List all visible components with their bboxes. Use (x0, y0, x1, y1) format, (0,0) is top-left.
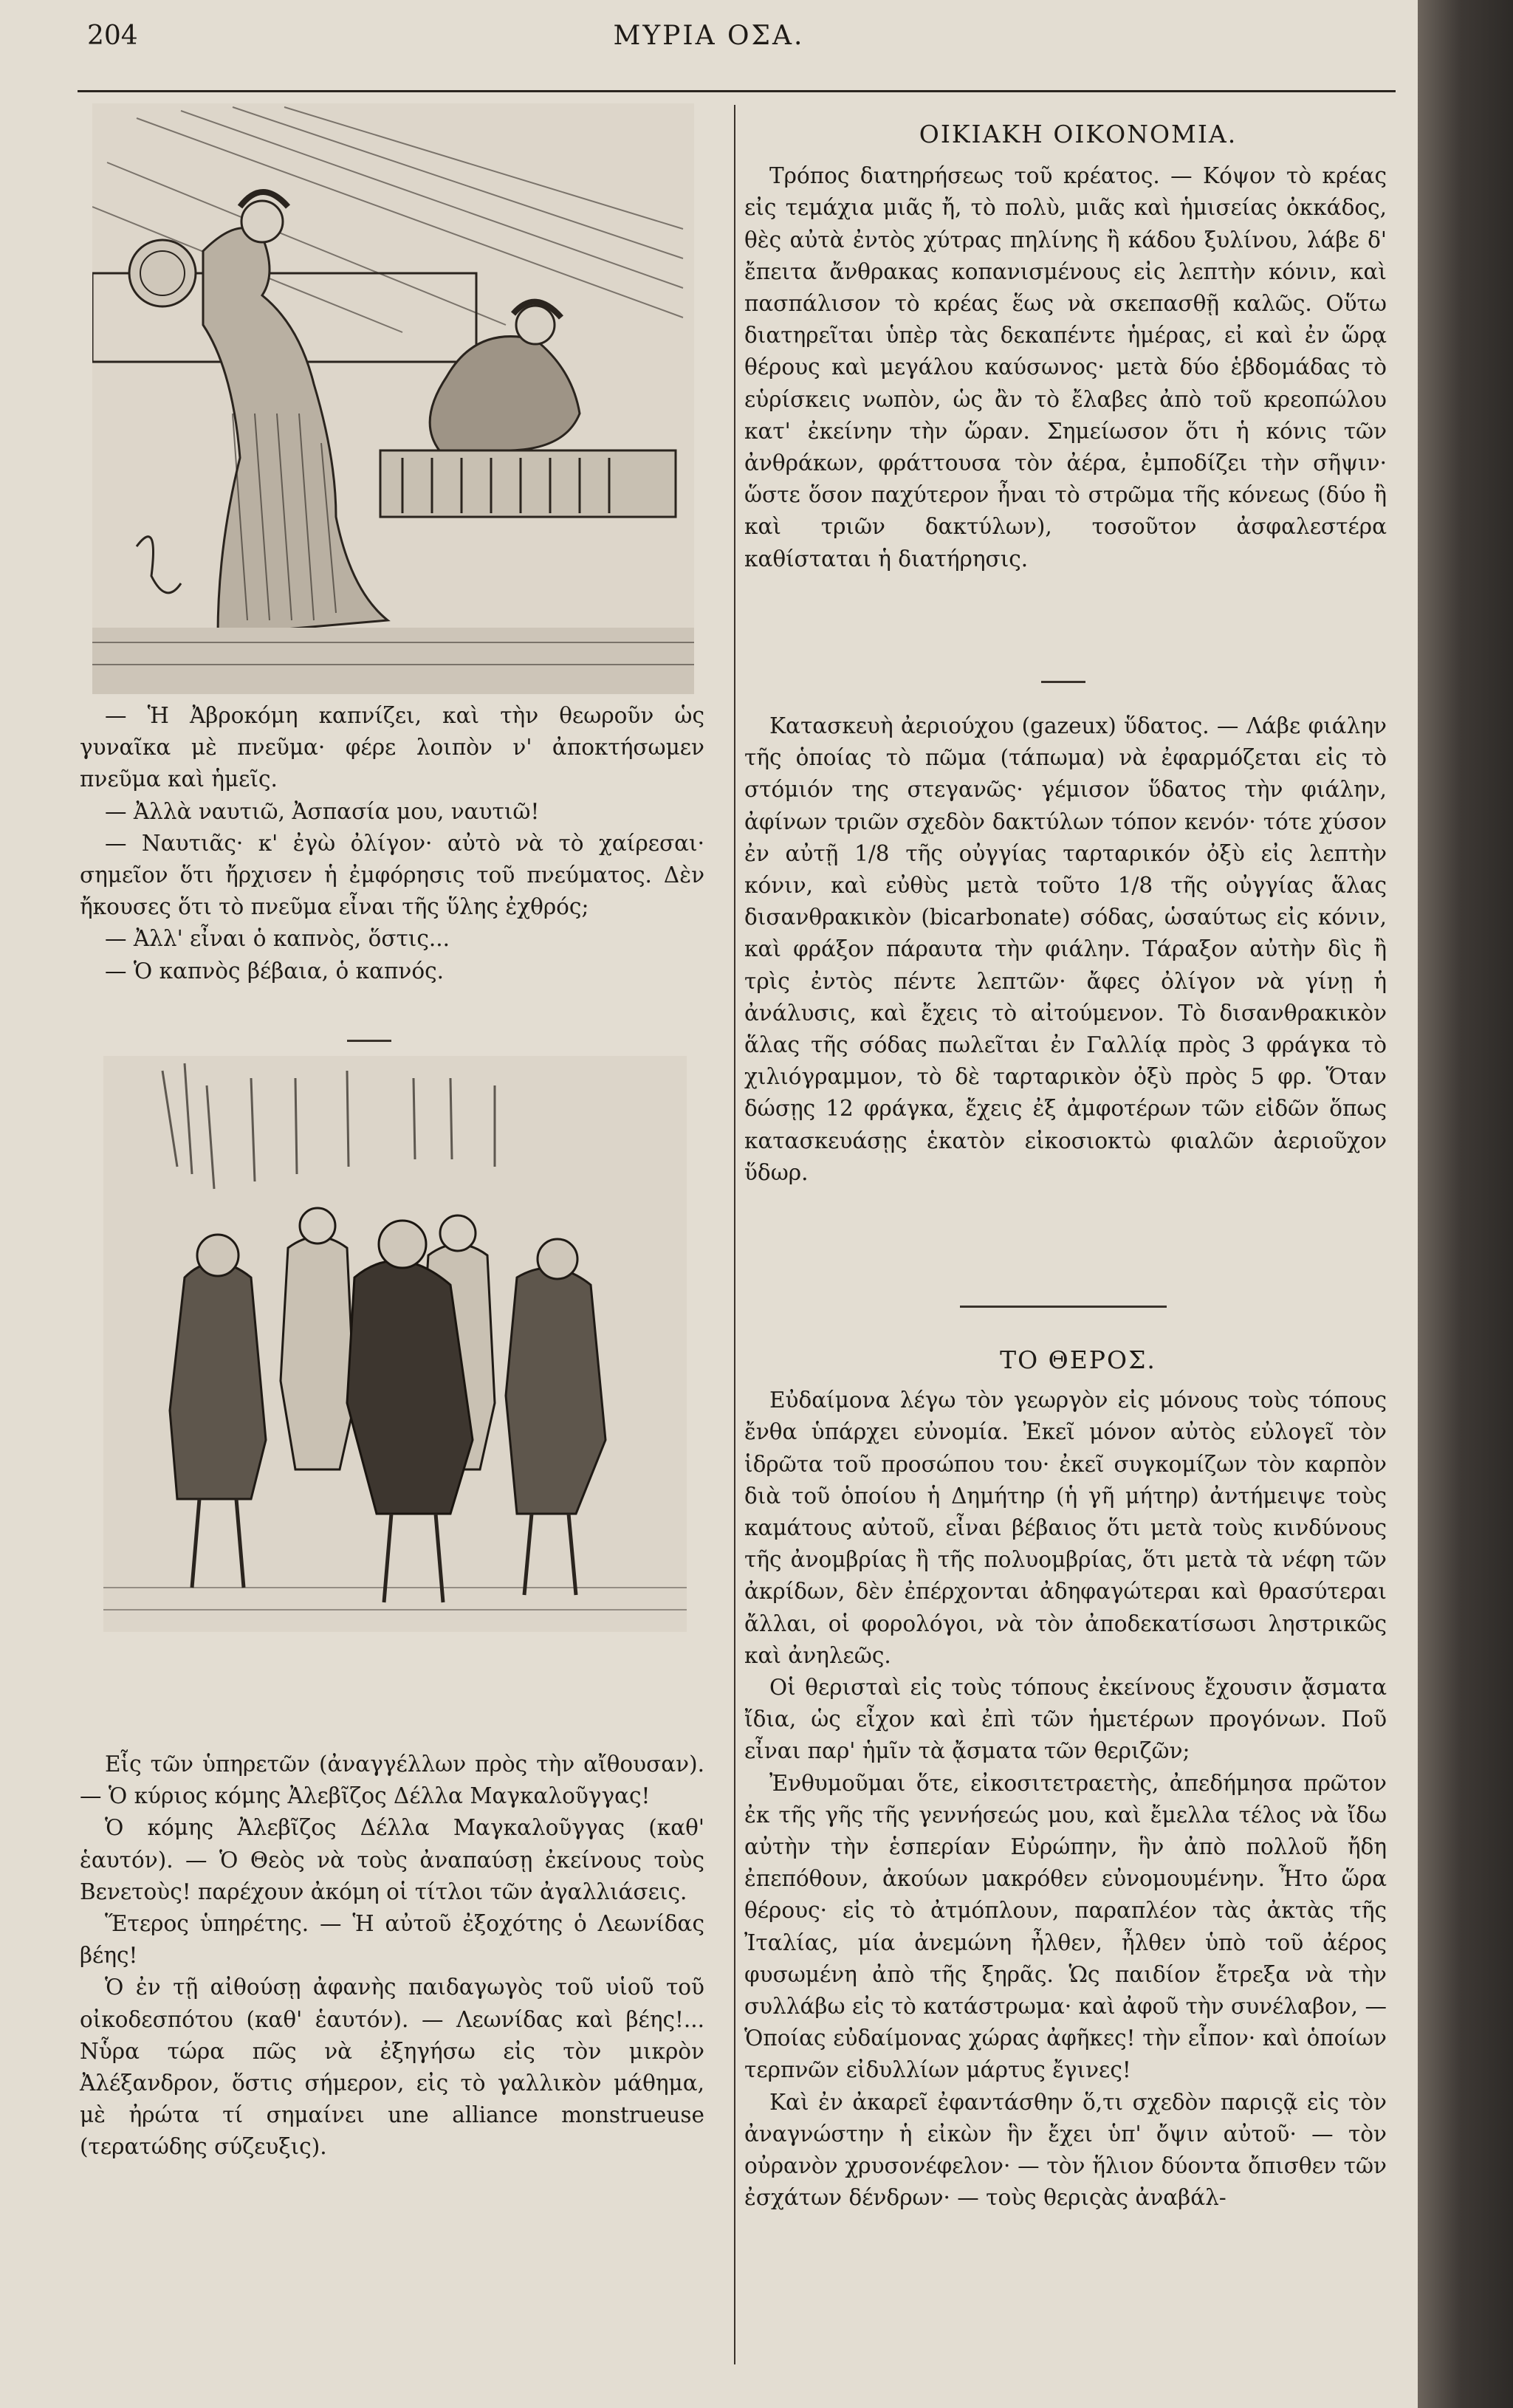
meat-preservation-paragraph: Τρόπος διατηρήσεως τοῦ κρέατος. — Κόψον τὸ κρέας εἰς τεμάχια μιᾶς ἤ, τὸ πολὺ, μιᾶς καὶ ἡμισείας ὀκκάδος, θὲς αὐτὰ ἐντὸς χύτρας πηλίνης ἢ κάδου ξυλίνου, λάβε δ' ἔπειτα ἄνθρακας κοπανισμένους εἰς λεπτὴν κόνιν, καὶ πασπάλισον τὸ κρέας ἕως νὰ σκεπασθῇ καλῶς. Οὕτω διατηρεῖται ὑπὲρ τὰς δεκαπέντε ἡμέρας, εἰ καὶ ἐν ὥρᾳ θέρους καὶ μεγάλου καύσωνος· μετὰ δύο ἑβδομάδας τὸ εὑρίσκεις νωπὸν, ὡς ἂν τὸ ἔλαβες ἀπὸ τοῦ κρεοπώλου κατ' ἐκείνην τὴν ὥραν. Σημείωσον ὅτι ἡ κόνις τῶν ἀνθράκων, φράττουσα τὸν ἀέρα, ἐμποδίζει τὴν σῆψιν· ὥστε ὅσον παχύτερον ἦναι τὸ στρῶμα τῆς κόνεως (δύο ἢ καὶ τριῶν δακτύλων), τοσοῦτον ἀσφαλεστέρα καθίσταται ἡ διατήρησις. (744, 163, 1387, 572)
summer-paragraph: Ἐνθυμοῦμαι ὅτε, εἰκοσιτετραετὴς, ἀπεδήμησα πρῶτον ἐκ τῆς γῆς τῆς γεννήσεώς μου, καὶ ἔμελλα τέλος νὰ ἴδω αὐτὴν τὴν ἑσπερίαν Εὐρώπην, ἣν ἀπὸ πολλοῦ ἤδη ἐπεπόθουν, ἀκούων μακρόθεν εὐνομουμένην. Ἦτο ὥρα θέρους· εἰς τὸ ἀτμόπλουν, παραπλέον τὰς ἀκτὰς τῆς Ἰταλίας, μία ἀνεμώνη ἦλθεν, ἦλθεν ὑπὸ τοῦ ἀέρος φυσωμένη ἀπὸ τῆς ξηρᾶς. Ὡς παιδίον ἔτρεξα νὰ τὴν συλλάβω εἰς τὸ κατάστρωμα· καὶ ἀφοῦ τὴν συνέλαβον, — Ὁποίας εὐδαίμονας χώρας ἀφῆκες! τὴν εἶπον· καὶ ὁποίων τερπνῶν εἰδυλλίων μάρτυς ἔγινες! (744, 1770, 1387, 2083)
dialogue-line: — Ἡ Ἀβροκόμη καπνίζει, καὶ τὴν θεωροῦν ὡς γυναῖκα μὲ πνεῦμα· φέρε λοιπὸν ν' ἀποκτήσωμεν πνεῦμα καὶ ἡμεῖς. (80, 703, 704, 792)
summer-paragraph: Εὐδαίμονα λέγω τὸν γεωργὸν εἰς μόνους τοὺς τόπους ἔνθα ὑπάρχει εὐνομία. Ἐκεῖ μόνον αὐτὸς εὐλογεῖ τὸν ἱδρῶτα τοῦ προσώπου του· ἐκεῖ συγκομίζων τὸν καρπὸν διὰ τοῦ ὁποίου ἡ Δημήτηρ (ἡ γῆ μήτηρ) ἀντήμειψε τοὺς καμάτους αὐτοῦ, εἶναι βέβαιος ὅτι μετὰ τοὺς κινδύνους τῆς ἀνομβρίας ἢ τῆς πολυομβρίας, ὅτι μετὰ τὰ νέφη τῶν ἀκρίδων, δὲν ἐπέρχονται ἀδηφαγώτεραι καὶ θρασύτεραι ἄλλαι, οἱ φορολόγοι, νὰ τὸν ἀποδεκατίσωσι ληστρικῶς καὶ ἀνηλεῶς. (744, 1387, 1387, 1668)
journal-title: ΜΥΡΙΑ ΟΣΑ. (613, 21, 805, 51)
separator-dash (347, 1040, 391, 1042)
summer-paragraph: Οἱ θερισταὶ εἰς τοὺς τόπους ἐκείνους ἔχουσιν ᾄσματα ἴδια, ὡς εἶχον καὶ ἐπὶ τῶν ἡμετέρων προγόνων. Ποῦ εἶναι παρ' ἡμῖν τὰ ᾄσματα τῶν θεριζῶν; (744, 1675, 1387, 1764)
cartoon-ladies-smoking-illustration (92, 103, 694, 694)
separator-rule (960, 1306, 1167, 1308)
dialogue-line: Ἕτερος ὑπηρέτης. — Ἡ αὐτοῦ ἐξοχότης ὁ Λεωνίδας βέης! (80, 1911, 704, 1969)
dialogue-line: — Ἀλλ' εἶναι ὁ καπνὸς, ὅστις... (105, 926, 450, 952)
section-title-summer: ΤΟ ΘΕΡΟΣ. (1000, 1345, 1156, 1374)
dialogue-line: Ὁ ἐν τῇ αἰθούσῃ ἀφανὴς παιδαγωγὸς τοῦ υἱοῦ τοῦ οἰκοδεσπότου (καθ' ἑαυτόν). — Λεωνίδας καὶ βέης!... Νὗρα τώρα πῶς νὰ ἐξηγήσω εἰς τὸν μικρὸν Ἀλέξανδρον, ὅστις σήμερον, εἰς τὸ γαλλικὸν μάθημα, μὲ ἠρώτα τί σημαίνει une alliance monstrueuse (τερατώδης σύζευξις). (80, 1975, 704, 2160)
right-column-summer (744, 1344, 1387, 2214)
dialogue-line: — Ἀλλὰ ναυτιῶ, Ἀσπασία μου, ναυτιῶ! (105, 798, 540, 824)
right-column-gas-water (744, 710, 1387, 1189)
dialogue-line: Εἷς τῶν ὑπηρετῶν (ἀναγγέλλων πρὸς τὴν αἴθουσαν). — Ὁ κύριος κόμης Ἀλεβῖζος Δέλλα Μαγκαλοῦγγας! (80, 1752, 704, 1809)
separator-dash (1041, 681, 1085, 683)
gas-water-paragraph: Κατασκευὴ ἀεριούχου (gazeux) ὕδατος. — Λάβε φιάλην τῆς ὁποίας τὸ πῶμα (τάπωμα) νὰ ἐφαρμόζεται εἰς τὸ στόμιόν της στεγανῶς· γέμισον ὕδατος τὴν φιάλην, ἀφίνων τριῶν σχεδὸν δακτύλων τόπον κενόν· τότε χύσον ἐν αὐτῇ 1/8 τῆς οὐγγίας ταρταρικόν ὀξὺ εἰς λεπτὴν κόνιν, καὶ εὐθὺς μετὰ τοῦτο 1/8 τῆς οὐγγίας ἅλας δισανθρακικὸν (bicarbonate) σόδας, ὡσαύτως εἰς κόνιν, καὶ φράξον πάραυτα τὴν φιάλην. Τάραξον αὐτὴν δὶς ἢ τρὶς ἐντὸς πέντε λεπτῶν· ἄφες ὀλίγον νὰ γίνῃ ἡ ἀνάλυσις, καὶ ἔχεις τὸ αἰτούμενον. Τὸ δισανθρακικὸν ἅλας τῆς σόδας πωλεῖται ἐν Γαλλίᾳ πρὸς 3 φράγκα τὸ χιλιόγραμμον, τὸ δὲ ταρταρικὸν ὀξὺ πρὸς 5 φρ. Ὅταν δώσῃς 12 φράγκα, ἔχεις ἐξ ἀμφοτέρων τῶν εἰδῶν ὅπως κατασκευάσῃς ἑκατὸν εἰκοσιοκτὼ φιαλῶν ἀεριοῦχον ὕδωρ. (744, 713, 1387, 1185)
book-binding-edge (1418, 0, 1513, 2408)
summer-paragraph: Καὶ ἐν ἀκαρεῖ ἐφαντάσθην ὅ,τι σχεδὸν παριςᾷ εἰς τὸν ἀναγνώστην ἡ εἰκὼν ἣν ἔχει ὑπ' ὄψιν αὐτοῦ· — τὸν οὐρανὸν χρυσονέφελον· — τὸν ἥλιον δύοντα ὄπισθεν τῶν ἐσχάτων δένδρων· — τοὺς θεριςὰς ἀναβάλ- (744, 2089, 1387, 2211)
cartoon-salon-gentlemen-illustration (103, 1056, 687, 1632)
page-number: 204 (87, 21, 138, 51)
left-column-bottom (80, 1749, 704, 2164)
dialogue-line: — Ὁ καπνὸς βέβαια, ὁ καπνός. (105, 958, 444, 984)
section-title-household-economy: ΟΙΚΙΑΚΗ ΟΙΚΟΝΟΜΙΑ. (919, 120, 1238, 148)
header-rule (78, 90, 1396, 92)
dialogue-line: — Ναυτιᾶς· κ' ἐγὼ ὀλίγον· αὐτὸ νὰ τὸ χαίρεσαι· σημεῖον ὅτι ἤρχισεν ἡ ἐμφόρησις τοῦ πνεύματος. Δὲν ἤκουσες ὅτι τὸ πνεῦμα εἶναι τῆς ὕλης ἐχθρός; (80, 830, 704, 920)
left-column-top (80, 700, 704, 987)
right-column-household (744, 118, 1387, 575)
dialogue-line: Ὁ κόμης Ἀλεβῖζος Δέλλα Μαγκαλοῦγγας (καθ' ἑαυτόν). — Ὁ Θεὸς νὰ τοὺς ἀναπαύσῃ ἐκείνους τοὺς Βενετοὺς! παρέχουν ἀκόμη οἱ τίτλοι τῶν ἀγαλλιάσεις. (80, 1815, 704, 1904)
column-divider (734, 105, 735, 2364)
